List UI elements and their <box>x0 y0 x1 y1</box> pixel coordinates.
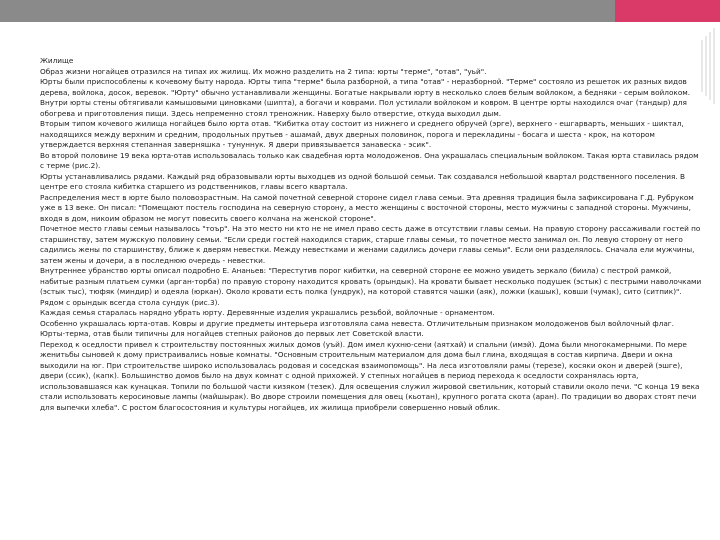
paragraph: Образ жизни ногайцев отразился на типах их жилищ. Их можно разделить на 2 типа: юрты "терме", "отав", "уьй". <box>40 66 487 76</box>
paragraph: Юрты устанавливались рядами. Каждый ряд образовывали юрты выходцев из одной большой семьи. Так создавался небольшой квартал родственного поселения. В центре его стояла кибитка старшего из родственников, главы всего квартала. <box>40 171 686 191</box>
paragraph: Во второй половине 19 века юрта-отав использовалась только как свадебная юрта молодоженов. Она украшалась специальным войлоком. Такая юрта ставилась рядом с терме (рис.2). <box>40 150 699 170</box>
paragraph: Юрты-терма, отав были типичны для ногайцев степных районов до первых лет Советской власти. <box>40 329 424 338</box>
paragraph: Распределения мест в юрте было половозрастным. На самой почетной северной стороне сидел глава семьи. Эта древняя традиция была зафиксирована Г.Д. Рубруком уже в 13 веке. Он писал: "Помещают постель господина на северную сторону, а место женщины с восточной стороны, место мужчины с западной стороны. Мужчины, входя в дом, никоим образом не могут повесить своего колчана на женской стороне". <box>40 192 694 223</box>
document-heading: Жилище <box>40 56 74 65</box>
paragraph: Внутреннее убранство юрты описал подробно Е. Ананьев: "Перестутив порог кибитки, на северной стороне ее можно увидеть зеркало (биила) с пестрой рамкой, набитые разным платьем сумки (арган-торба) по правую сторону находится кровать (орындык). На кровати бывает несколько подушек (эстык) с пестрыми наволочками (эстык тыс), тюфяк (миндир) и одеяла (юркан). Около кровати есть полка (ундрук), на которой ставятся чашки (аяк), ложки (кашык), ковши (чумак), сито (ситпик)". Рядом с орындык всегда стола сундук (рис.3). <box>40 266 702 307</box>
paragraph: Вторым типом кочевого жилища ногайцев было юрта отав. "Кибитка отау состоит из нижнего и среднего обручей (эрге), верхнего - ешгарварть, меньших - шиктал, находящихся между верхним и средним, продольных прутьев - ашамай, двух дверных половинок, порога и перекладины - босага и шеста - крок, на котором утверждается верхняя степанная заверняшка - тунуннук. Я двери привязывается занавеска - эсик". <box>40 119 684 149</box>
paragraph: Особенно украшалась юрта-отав. Ковры и другие предметы интерьера изготовляла сама невеста. Отличительным признаком молодоженов был войлочный флаг. <box>40 318 674 328</box>
paragraph: Каждая семья старалась нарядно убрать юрту. Деревянные изделия украшались резьбой, войлочные - орнаментом. <box>40 308 495 317</box>
top-bar <box>0 0 720 22</box>
paragraph: Юрты были приспособлены к кочевому быту народа. Юрты типа "терме" была разборной, а типа "отав" - неразборной. "Терме" состояло из решеток их разных видов дерева, войлока, досок, веревок. "Юрту" обычно устанавливали женщины. Богатые накрывали юрту в несколько слоев белым войлоком, а бедняки - серым войлоком. Внутри юрты стены обтягивали камышовыми циновками (шипта), а богачи и коврами. Пол устилали войлоком и ковром. В центре юрты находился очаг (тандыр) для обогрева и приготовления пищи. Здесь непременно стоял треножник. Наверху было отверстие, откуда выходил дым. <box>40 77 691 118</box>
top-bar-accent-band <box>615 0 720 22</box>
document-body <box>40 56 702 413</box>
paragraph: Переход к оседлости привел к строительству постоянных жилых домов (уъй). Дом имел кухню-сени (аятхай) и спальни (имэй). Дома были многокамерными. По мере женитьбы сыновей к дому пристраивались новые комнаты. "Основным строительным материалом для дома был глина, входящая в состав кирпича. Двери и окна выходили на юг. При строительстве широко использовалась родовая и соседская взаимопомощь". На леса изготовляли рамы (терезе), косяки окон и дверей (эшге), двери (ссик), (капк). Большинство домов было на двух комнат с одной прихожей. У степных ногайцев в период перехода к оседлости сохранялась юрта, использовавшаяся как кунацкая. Топили по большой части кизяком (тезек). Для освещения служил жировой светильник, который ставили около печи. "С конца 19 века стали использовать керосиновые лампы (майшырак). Во дворе строили помещения для овец (кьотан), крупного рогата скота (аран). По традиции во дворах стоят печи для выпечки хлеба". С ростом благосостояния и культуры ногайцев, их жилища приобрели совершенно новый облик. <box>40 339 700 412</box>
top-bar-gray-band <box>0 0 615 22</box>
paragraph: Почетное место главы семьи называлось "тоър". На это место ни кто не не имел право сесть даже в отсутствии главы семьи. На правую сторону рассаживали гостей по старшинству, затем мужскую половину семьи. "Если среди гостей находился старик, старше главы семьи, то почетное место занимал он. По левую сторону от него садились жены по старшинству, ближе к дверям невестки. Между невестками и женами садились дочери главы семьи". Если они разделялось. Сначала ели мужчины, затем жены и дочери, а в последнюю очередь - невестки. <box>40 224 701 265</box>
